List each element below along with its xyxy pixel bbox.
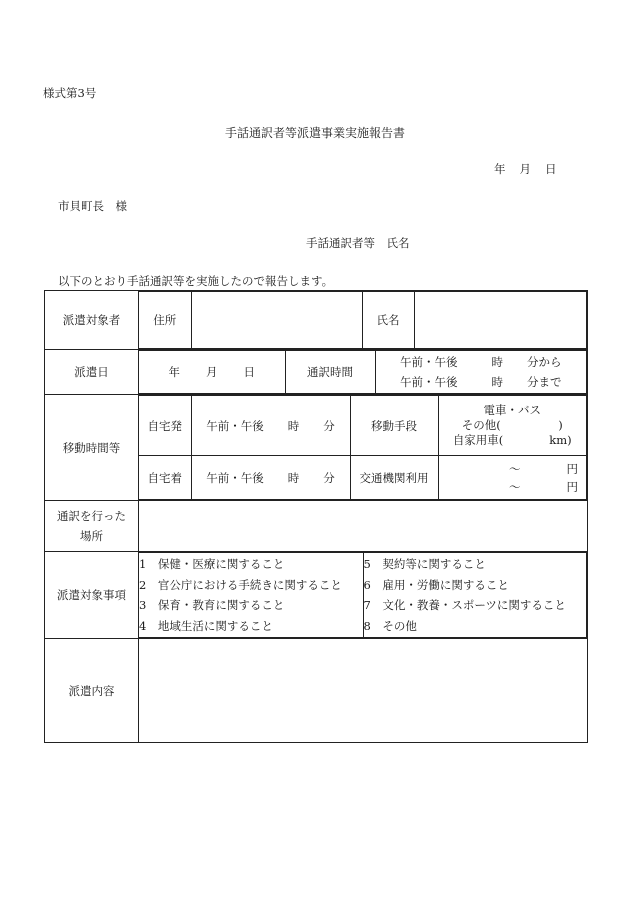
- depart-ampm: 午前・午後: [206, 418, 264, 433]
- sender-name-label: 手話通訳者等 氏名: [306, 236, 410, 250]
- intro-text: 以下のとおり手話通訳等を実施したので報告します。: [58, 274, 334, 288]
- matter-item-6[interactable]: 6 雇用・労働に関すること: [363, 577, 509, 592]
- time-to-ampm: 午前・午後: [400, 375, 458, 389]
- time-from-ampm: 午前・午後: [400, 355, 458, 369]
- name-field[interactable]: [414, 292, 587, 349]
- transport-other: その他( ): [461, 418, 563, 432]
- matter-item-7[interactable]: 7 文化・教養・スポーツに関すること: [363, 598, 566, 612]
- matter-item-4[interactable]: 4 地域生活に関すること: [139, 618, 273, 633]
- depart-home-label: 自宅発: [139, 396, 191, 456]
- time-to-hour: 時: [491, 375, 503, 389]
- matters-row: [139, 552, 588, 639]
- transport-train-bus: 電車・バス: [483, 403, 541, 417]
- time-from-line: [376, 352, 587, 372]
- depart-hour: 時: [287, 418, 300, 433]
- dispatch-date-label: 派遣日: [45, 350, 139, 395]
- address-field[interactable]: [191, 292, 362, 349]
- matter-item-3[interactable]: 3 保育・教育に関すること: [139, 598, 285, 612]
- transport-car: 自家用車( km): [452, 433, 572, 447]
- dispatch-day: 日: [243, 365, 255, 379]
- matter-item-8[interactable]: 8 その他: [363, 618, 417, 633]
- fare-line-1: 〜 円: [509, 461, 578, 476]
- place-label-line-1: 通訳を行った: [57, 509, 126, 523]
- matters-right-list: [363, 553, 587, 638]
- arrive-ampm: 午前・午後: [206, 470, 264, 485]
- content-field[interactable]: [139, 639, 588, 743]
- travel-time-label: 移動時間等: [45, 395, 139, 501]
- name-label: 氏名: [362, 292, 414, 349]
- matters-label: 派遣対象事項: [45, 552, 139, 639]
- interp-time-label: 通訳時間: [285, 351, 375, 394]
- transport-options[interactable]: [438, 396, 587, 456]
- place-label-line-2: 場所: [80, 529, 103, 543]
- date-year: 年: [494, 162, 506, 176]
- document-title: 手話通訳者等派遣事業実施報告書: [224, 126, 405, 140]
- content-label: 派遣内容: [45, 639, 139, 743]
- arrive-home-label: 自宅着: [139, 456, 191, 500]
- dispatch-month: 月: [206, 365, 218, 379]
- depart-time-field[interactable]: [191, 396, 350, 456]
- report-table: [44, 290, 588, 743]
- form-number: 様式第3号: [43, 86, 97, 100]
- place-label: [45, 501, 139, 552]
- dispatch-date-field[interactable]: [139, 351, 285, 394]
- time-to-line: [376, 372, 587, 392]
- depart-minute: 分: [323, 418, 335, 433]
- place-field[interactable]: [139, 501, 588, 552]
- matter-item-1[interactable]: 1 保健・医療に関すること: [139, 557, 285, 571]
- interp-time-field[interactable]: [375, 351, 587, 394]
- arrive-time-field[interactable]: [191, 456, 350, 500]
- matter-item-2[interactable]: 2 官公庁における手続きに関すること: [139, 577, 342, 592]
- target-person-row: [139, 291, 588, 350]
- date-day: 日: [545, 162, 557, 176]
- arrive-minute: 分: [323, 470, 335, 485]
- public-transport-label: 交通機関利用: [350, 456, 438, 500]
- dispatch-date-row: [139, 350, 588, 395]
- time-to-min: 分まで: [527, 375, 562, 389]
- fare-line-2: 〜 円: [509, 479, 578, 494]
- time-from-hour: 時: [491, 355, 503, 369]
- travel-time-row: [139, 395, 588, 501]
- time-from-min: 分から: [527, 355, 562, 369]
- report-date: [494, 161, 557, 177]
- arrive-hour: 時: [287, 470, 300, 485]
- transport-label: 移動手段: [350, 396, 438, 456]
- date-month: 月: [519, 162, 531, 176]
- matters-left-list: [139, 553, 363, 638]
- dispatch-year: 年: [168, 365, 180, 379]
- matter-item-5[interactable]: 5 契約等に関すること: [363, 557, 486, 571]
- target-person-label: 派遣対象者: [45, 291, 139, 350]
- fare-field[interactable]: [438, 456, 587, 500]
- address-label: 住所: [139, 292, 191, 349]
- addressee: 市貝町長 様: [58, 199, 127, 213]
